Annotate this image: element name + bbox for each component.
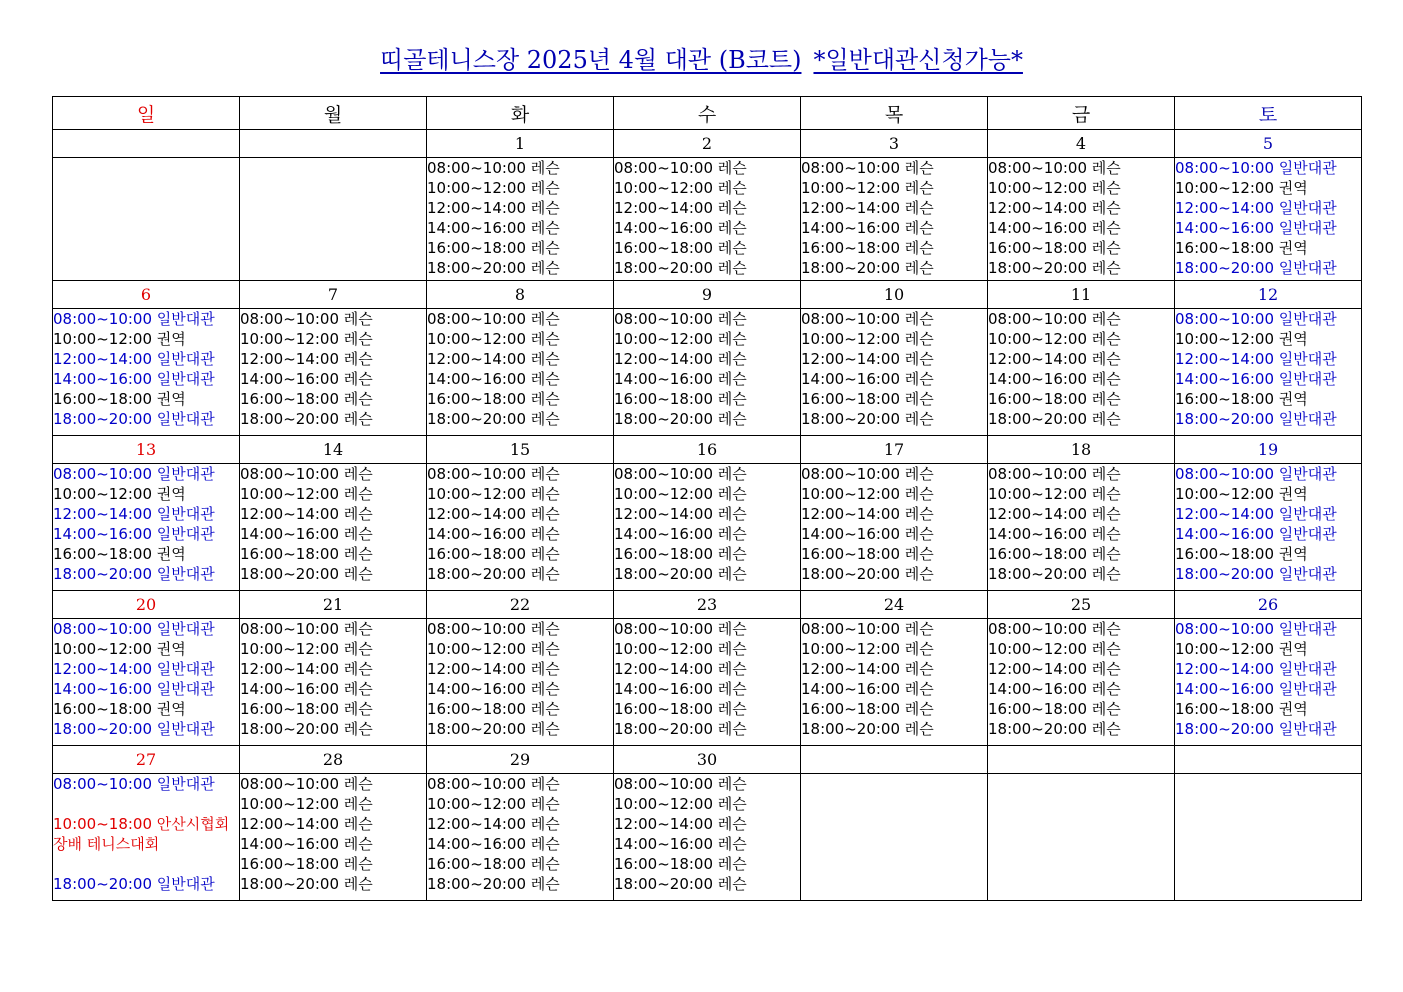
schedule-slot: 16:00~18:00 레슨 — [240, 855, 373, 873]
schedule-slot: 12:00~14:00 레슨 — [801, 350, 934, 368]
schedule-slot: 14:00~16:00 레슨 — [240, 835, 373, 853]
week-schedule-row — [53, 309, 1362, 436]
day-schedule-cell — [614, 158, 801, 281]
schedule-slot: 12:00~14:00 레슨 — [427, 815, 560, 833]
weekday-sun: 일 — [53, 97, 240, 130]
weekday-sat: 토 — [1175, 97, 1362, 130]
schedule-slot: 14:00~16:00 레슨 — [988, 370, 1121, 388]
day-schedule-cell — [1175, 774, 1362, 901]
day-schedule-cell — [614, 774, 801, 901]
schedule-slot: 10:00~12:00 레슨 — [427, 795, 560, 813]
title-main: 띠골테니스장 2025년 4월 대관 (B코트) — [380, 46, 802, 74]
schedule-slot: 10:00~12:00 권역 — [1175, 330, 1308, 348]
schedule-slot: 14:00~16:00 레슨 — [801, 525, 934, 543]
schedule-slot: 14:00~16:00 레슨 — [427, 680, 560, 698]
date-number-sun — [53, 130, 240, 158]
schedule-slot: 18:00~20:00 레슨 — [240, 720, 373, 738]
schedule-slot: 10:00~12:00 레슨 — [614, 795, 747, 813]
schedule-slot: 12:00~14:00 레슨 — [427, 660, 560, 678]
date-number-sat: 5 — [1175, 130, 1362, 158]
schedule-slot: 16:00~18:00 권역 — [53, 390, 186, 408]
schedule-slot: 12:00~14:00 레슨 — [988, 660, 1121, 678]
schedule-slot: 16:00~18:00 레슨 — [801, 700, 934, 718]
day-schedule-cell — [988, 158, 1175, 281]
schedule-slot: 18:00~20:00 레슨 — [614, 259, 747, 277]
schedule-slot: 14:00~16:00 레슨 — [614, 525, 747, 543]
day-schedule-cell — [988, 774, 1175, 901]
day-schedule-cell — [427, 774, 614, 901]
schedule-slot: 16:00~18:00 권역 — [53, 700, 186, 718]
date-number-tue: 29 — [427, 746, 614, 774]
schedule-slot: 10:00~12:00 권역 — [1175, 485, 1308, 503]
schedule-slot: 12:00~14:00 레슨 — [801, 199, 934, 217]
date-number-thu — [801, 746, 988, 774]
date-number-wed: 23 — [614, 591, 801, 619]
weekday-thu: 목 — [801, 97, 988, 130]
day-schedule-cell — [427, 464, 614, 591]
date-number-fri — [988, 746, 1175, 774]
date-number-sat: 12 — [1175, 281, 1362, 309]
schedule-slot: 14:00~16:00 레슨 — [614, 370, 747, 388]
day-schedule-cell — [240, 619, 427, 746]
schedule-slot: 16:00~18:00 권역 — [1175, 700, 1308, 718]
schedule-slot: 12:00~14:00 레슨 — [427, 199, 560, 217]
schedule-slot: 12:00~14:00 레슨 — [614, 815, 747, 833]
schedule-slot: 18:00~20:00 레슨 — [801, 410, 934, 428]
schedule-slot: 12:00~14:00 일반대관 — [1175, 199, 1337, 217]
schedule-slot: 16:00~18:00 레슨 — [614, 239, 747, 257]
date-number-tue: 15 — [427, 436, 614, 464]
day-schedule-cell — [53, 464, 240, 591]
schedule-slot: 10:00~12:00 레슨 — [614, 485, 747, 503]
schedule-slot: 08:00~10:00 레슨 — [240, 465, 373, 483]
day-schedule-cell — [988, 619, 1175, 746]
day-schedule-cell — [801, 158, 988, 281]
schedule-slot: 16:00~18:00 레슨 — [988, 700, 1121, 718]
schedule-slot: 18:00~20:00 레슨 — [427, 720, 560, 738]
schedule-slot: 10:00~12:00 레슨 — [240, 330, 373, 348]
date-number-fri: 11 — [988, 281, 1175, 309]
weekday-header — [53, 97, 1362, 130]
schedule-slot: 08:00~10:00 레슨 — [614, 775, 747, 793]
day-schedule-cell — [801, 619, 988, 746]
schedule-slot: 18:00~20:00 레슨 — [801, 720, 934, 738]
date-number-mon: 28 — [240, 746, 427, 774]
calendar-body — [53, 130, 1362, 901]
schedule-slot: 10:00~12:00 레슨 — [988, 330, 1121, 348]
page-title — [0, 40, 1403, 75]
schedule-slot: 08:00~10:00 일반대관 — [1175, 159, 1337, 177]
schedule-slot: 08:00~10:00 레슨 — [801, 620, 934, 638]
schedule-slot: 14:00~16:00 레슨 — [240, 680, 373, 698]
date-number-tue: 22 — [427, 591, 614, 619]
schedule-slot: 14:00~16:00 레슨 — [988, 680, 1121, 698]
schedule-slot: 16:00~18:00 레슨 — [427, 239, 560, 257]
date-number-wed: 2 — [614, 130, 801, 158]
schedule-slot: 08:00~10:00 레슨 — [427, 775, 560, 793]
schedule-slot: 16:00~18:00 권역 — [1175, 239, 1308, 257]
schedule-slot: 08:00~10:00 일반대관 — [53, 775, 215, 793]
day-schedule-cell — [614, 309, 801, 436]
date-number-wed: 30 — [614, 746, 801, 774]
schedule-slot: 10:00~12:00 권역 — [53, 485, 186, 503]
schedule-slot: 14:00~16:00 레슨 — [988, 525, 1121, 543]
week-schedule-row — [53, 774, 1362, 901]
schedule-slot: 08:00~10:00 레슨 — [240, 775, 373, 793]
schedule-slot: 16:00~18:00 레슨 — [988, 545, 1121, 563]
schedule-slot: 08:00~10:00 일반대관 — [53, 465, 215, 483]
schedule-slot: 18:00~20:00 레슨 — [801, 259, 934, 277]
date-number-fri: 25 — [988, 591, 1175, 619]
schedule-slot: 10:00~12:00 레슨 — [614, 640, 747, 658]
schedule-slot: 14:00~16:00 일반대관 — [1175, 680, 1337, 698]
day-schedule-cell — [801, 309, 988, 436]
day-schedule-cell — [801, 774, 988, 901]
schedule-slot: 12:00~14:00 레슨 — [988, 199, 1121, 217]
week-schedule-row — [53, 158, 1362, 281]
day-schedule-cell — [53, 774, 240, 901]
schedule-slot — [53, 854, 239, 874]
schedule-slot: 12:00~14:00 레슨 — [427, 350, 560, 368]
date-number-tue: 1 — [427, 130, 614, 158]
schedule-slot: 14:00~16:00 일반대관 — [1175, 219, 1337, 237]
schedule-slot: 10:00~12:00 권역 — [1175, 640, 1308, 658]
week-date-row — [53, 130, 1362, 158]
schedule-slot: 18:00~20:00 레슨 — [240, 565, 373, 583]
date-number-mon: 21 — [240, 591, 427, 619]
schedule-slot: 18:00~20:00 일반대관 — [53, 875, 215, 893]
schedule-slot: 12:00~14:00 일반대관 — [1175, 505, 1337, 523]
date-number-mon: 14 — [240, 436, 427, 464]
date-number-fri: 4 — [988, 130, 1175, 158]
schedule-slot: 10:00~12:00 레슨 — [240, 640, 373, 658]
date-number-sun: 27 — [53, 746, 240, 774]
schedule-slot: 14:00~16:00 레슨 — [801, 370, 934, 388]
schedule-slot: 18:00~20:00 일반대관 — [1175, 259, 1337, 277]
calendar-table — [52, 96, 1362, 901]
schedule-slot: 12:00~14:00 레슨 — [240, 815, 373, 833]
schedule-slot: 18:00~20:00 레슨 — [614, 875, 747, 893]
schedule-slot: 14:00~16:00 일반대관 — [1175, 370, 1337, 388]
schedule-slot: 18:00~20:00 레슨 — [427, 259, 560, 277]
schedule-slot: 10:00~12:00 레슨 — [240, 795, 373, 813]
schedule-slot: 16:00~18:00 레슨 — [614, 545, 747, 563]
schedule-slot: 14:00~16:00 레슨 — [240, 370, 373, 388]
date-number-sun: 6 — [53, 281, 240, 309]
week-date-row — [53, 281, 1362, 309]
schedule-slot: 08:00~10:00 레슨 — [988, 620, 1121, 638]
date-number-wed: 16 — [614, 436, 801, 464]
day-schedule-cell — [427, 619, 614, 746]
schedule-slot: 16:00~18:00 레슨 — [240, 700, 373, 718]
date-number-wed: 9 — [614, 281, 801, 309]
schedule-slot: 18:00~20:00 레슨 — [988, 410, 1121, 428]
schedule-slot: 16:00~18:00 레슨 — [614, 855, 747, 873]
day-schedule-cell — [240, 464, 427, 591]
schedule-slot: 10:00~12:00 레슨 — [427, 640, 560, 658]
schedule-slot: 12:00~14:00 일반대관 — [53, 505, 215, 523]
schedule-slot: 14:00~16:00 레슨 — [427, 835, 560, 853]
schedule-slot: 10:00~12:00 권역 — [53, 330, 186, 348]
schedule-slot: 장배 테니스대회 — [53, 835, 160, 853]
schedule-slot: 14:00~16:00 레슨 — [801, 219, 934, 237]
schedule-slot: 16:00~18:00 레슨 — [614, 390, 747, 408]
date-number-thu: 17 — [801, 436, 988, 464]
date-number-mon: 7 — [240, 281, 427, 309]
schedule-slot: 10:00~12:00 레슨 — [614, 330, 747, 348]
week-date-row — [53, 746, 1362, 774]
schedule-slot: 14:00~16:00 레슨 — [801, 680, 934, 698]
schedule-slot: 12:00~14:00 레슨 — [801, 505, 934, 523]
schedule-slot: 16:00~18:00 레슨 — [240, 545, 373, 563]
day-schedule-cell — [801, 464, 988, 591]
day-schedule-cell — [53, 619, 240, 746]
day-schedule-cell — [614, 464, 801, 591]
schedule-slot: 16:00~18:00 레슨 — [427, 390, 560, 408]
schedule-slot: 18:00~20:00 레슨 — [988, 259, 1121, 277]
schedule-slot: 08:00~10:00 레슨 — [801, 159, 934, 177]
day-schedule-cell — [1175, 464, 1362, 591]
day-schedule-cell — [427, 158, 614, 281]
schedule-slot: 10:00~12:00 레슨 — [427, 485, 560, 503]
schedule-slot: 08:00~10:00 일반대관 — [53, 620, 215, 638]
schedule-slot: 12:00~14:00 레슨 — [240, 660, 373, 678]
schedule-slot: 16:00~18:00 권역 — [1175, 545, 1308, 563]
day-schedule-cell — [240, 309, 427, 436]
schedule-slot: 18:00~20:00 일반대관 — [1175, 410, 1337, 428]
schedule-slot: 10:00~12:00 레슨 — [988, 640, 1121, 658]
schedule-slot: 18:00~20:00 레슨 — [614, 565, 747, 583]
schedule-slot: 10:00~12:00 레슨 — [801, 640, 934, 658]
schedule-slot: 14:00~16:00 일반대관 — [53, 680, 215, 698]
schedule-slot: 08:00~10:00 레슨 — [614, 310, 747, 328]
schedule-slot: 12:00~14:00 일반대관 — [1175, 350, 1337, 368]
week-date-row — [53, 436, 1362, 464]
schedule-slot: 12:00~14:00 레슨 — [801, 660, 934, 678]
schedule-slot: 08:00~10:00 레슨 — [427, 159, 560, 177]
schedule-slot: 08:00~10:00 레슨 — [614, 159, 747, 177]
day-schedule-cell — [240, 774, 427, 901]
schedule-slot: 12:00~14:00 일반대관 — [53, 350, 215, 368]
schedule-slot: 16:00~18:00 권역 — [53, 545, 186, 563]
schedule-slot: 14:00~16:00 레슨 — [614, 835, 747, 853]
schedule-slot: 18:00~20:00 레슨 — [427, 410, 560, 428]
schedule-slot: 10:00~12:00 레슨 — [801, 179, 934, 197]
schedule-slot: 16:00~18:00 레슨 — [240, 390, 373, 408]
schedule-slot: 08:00~10:00 레슨 — [427, 465, 560, 483]
schedule-slot: 18:00~20:00 레슨 — [240, 410, 373, 428]
schedule-slot: 12:00~14:00 일반대관 — [1175, 660, 1337, 678]
day-schedule-cell — [240, 158, 427, 281]
schedule-slot: 18:00~20:00 레슨 — [801, 565, 934, 583]
week-schedule-row — [53, 464, 1362, 591]
schedule-slot: 10:00~12:00 레슨 — [427, 179, 560, 197]
schedule-slot: 12:00~14:00 레슨 — [614, 660, 747, 678]
weekday-fri: 금 — [988, 97, 1175, 130]
day-schedule-cell — [614, 619, 801, 746]
date-number-thu: 3 — [801, 130, 988, 158]
schedule-slot: 18:00~20:00 레슨 — [988, 565, 1121, 583]
schedule-slot: 16:00~18:00 레슨 — [988, 239, 1121, 257]
schedule-slot: 16:00~18:00 레슨 — [988, 390, 1121, 408]
schedule-slot: 18:00~20:00 레슨 — [614, 410, 747, 428]
day-schedule-cell — [53, 158, 240, 281]
day-schedule-cell — [427, 309, 614, 436]
schedule-slot: 16:00~18:00 레슨 — [427, 545, 560, 563]
schedule-slot: 14:00~16:00 레슨 — [427, 219, 560, 237]
schedule-slot: 12:00~14:00 레슨 — [427, 505, 560, 523]
schedule-slot: 10:00~12:00 레슨 — [801, 485, 934, 503]
schedule-slot: 10:00~12:00 레슨 — [240, 485, 373, 503]
schedule-slot: 12:00~14:00 레슨 — [988, 505, 1121, 523]
date-number-fri: 18 — [988, 436, 1175, 464]
day-schedule-cell — [53, 309, 240, 436]
schedule-slot: 18:00~20:00 레슨 — [614, 720, 747, 738]
week-date-row — [53, 591, 1362, 619]
schedule-slot: 08:00~10:00 일반대관 — [1175, 465, 1337, 483]
schedule-slot: 10:00~12:00 레슨 — [988, 485, 1121, 503]
schedule-slot: 14:00~16:00 레슨 — [988, 219, 1121, 237]
schedule-slot: 08:00~10:00 레슨 — [427, 620, 560, 638]
date-number-sun: 20 — [53, 591, 240, 619]
schedule-slot: 18:00~20:00 일반대관 — [53, 410, 215, 428]
weekday-wed: 수 — [614, 97, 801, 130]
schedule-slot: 14:00~16:00 일반대관 — [53, 370, 215, 388]
schedule-slot: 10:00~12:00 레슨 — [988, 179, 1121, 197]
schedule-slot: 18:00~20:00 레슨 — [427, 565, 560, 583]
schedule-slot: 12:00~14:00 일반대관 — [53, 660, 215, 678]
schedule-slot: 08:00~10:00 일반대관 — [1175, 310, 1337, 328]
schedule-slot: 14:00~16:00 일반대관 — [1175, 525, 1337, 543]
date-number-sat: 26 — [1175, 591, 1362, 619]
schedule-slot: 14:00~16:00 레슨 — [614, 219, 747, 237]
schedule-slot: 12:00~14:00 레슨 — [614, 350, 747, 368]
weekday-mon: 월 — [240, 97, 427, 130]
schedule-slot: 16:00~18:00 레슨 — [801, 545, 934, 563]
schedule-slot: 12:00~14:00 레슨 — [614, 505, 747, 523]
schedule-slot: 08:00~10:00 레슨 — [614, 465, 747, 483]
schedule-slot: 18:00~20:00 레슨 — [427, 875, 560, 893]
day-schedule-cell — [1175, 158, 1362, 281]
date-number-thu: 10 — [801, 281, 988, 309]
schedule-slot: 08:00~10:00 레슨 — [988, 159, 1121, 177]
schedule-slot: 08:00~10:00 레슨 — [614, 620, 747, 638]
schedule-slot: 18:00~20:00 일반대관 — [53, 565, 215, 583]
schedule-slot: 16:00~18:00 레슨 — [801, 390, 934, 408]
week-schedule-row — [53, 619, 1362, 746]
schedule-slot: 08:00~10:00 레슨 — [801, 465, 934, 483]
schedule-slot: 08:00~10:00 일반대관 — [53, 310, 215, 328]
date-number-tue: 8 — [427, 281, 614, 309]
schedule-slot: 08:00~10:00 레슨 — [240, 620, 373, 638]
schedule-slot: 08:00~10:00 레슨 — [988, 465, 1121, 483]
schedule-slot: 16:00~18:00 레슨 — [427, 700, 560, 718]
schedule-slot: 12:00~14:00 레슨 — [240, 350, 373, 368]
schedule-slot: 18:00~20:00 일반대관 — [53, 720, 215, 738]
day-schedule-cell — [988, 309, 1175, 436]
schedule-slot: 10:00~12:00 권역 — [53, 640, 186, 658]
schedule-slot: 16:00~18:00 레슨 — [801, 239, 934, 257]
schedule-slot: 18:00~20:00 일반대관 — [1175, 565, 1337, 583]
date-number-sat: 19 — [1175, 436, 1362, 464]
schedule-slot: 14:00~16:00 레슨 — [427, 370, 560, 388]
day-schedule-cell — [988, 464, 1175, 591]
schedule-slot: 14:00~16:00 레슨 — [614, 680, 747, 698]
schedule-slot: 08:00~10:00 레슨 — [801, 310, 934, 328]
day-schedule-cell — [1175, 619, 1362, 746]
schedule-slot: 16:00~18:00 레슨 — [427, 855, 560, 873]
schedule-slot: 18:00~20:00 레슨 — [240, 875, 373, 893]
schedule-slot — [53, 794, 239, 814]
schedule-slot: 12:00~14:00 레슨 — [988, 350, 1121, 368]
schedule-slot: 08:00~10:00 레슨 — [988, 310, 1121, 328]
schedule-slot: 08:00~10:00 레슨 — [240, 310, 373, 328]
schedule-slot: 14:00~16:00 레슨 — [240, 525, 373, 543]
date-number-sat — [1175, 746, 1362, 774]
date-number-sun: 13 — [53, 436, 240, 464]
weekday-tue: 화 — [427, 97, 614, 130]
schedule-slot: 12:00~14:00 레슨 — [614, 199, 747, 217]
schedule-slot: 10:00~18:00 안산시협회 — [53, 815, 230, 833]
schedule-slot: 12:00~14:00 레슨 — [240, 505, 373, 523]
schedule-slot: 10:00~12:00 권역 — [1175, 179, 1308, 197]
schedule-slot: 10:00~12:00 레슨 — [427, 330, 560, 348]
day-schedule-cell — [1175, 309, 1362, 436]
schedule-slot: 16:00~18:00 레슨 — [614, 700, 747, 718]
schedule-slot: 08:00~10:00 레슨 — [427, 310, 560, 328]
schedule-slot: 18:00~20:00 레슨 — [988, 720, 1121, 738]
schedule-slot: 14:00~16:00 일반대관 — [53, 525, 215, 543]
date-number-mon — [240, 130, 427, 158]
date-number-thu: 24 — [801, 591, 988, 619]
schedule-slot: 10:00~12:00 레슨 — [801, 330, 934, 348]
title-note: *일반대관신청가능* — [813, 46, 1023, 74]
schedule-slot: 16:00~18:00 권역 — [1175, 390, 1308, 408]
schedule-slot: 18:00~20:00 일반대관 — [1175, 720, 1337, 738]
schedule-slot: 10:00~12:00 레슨 — [614, 179, 747, 197]
schedule-slot: 08:00~10:00 일반대관 — [1175, 620, 1337, 638]
schedule-slot: 14:00~16:00 레슨 — [427, 525, 560, 543]
